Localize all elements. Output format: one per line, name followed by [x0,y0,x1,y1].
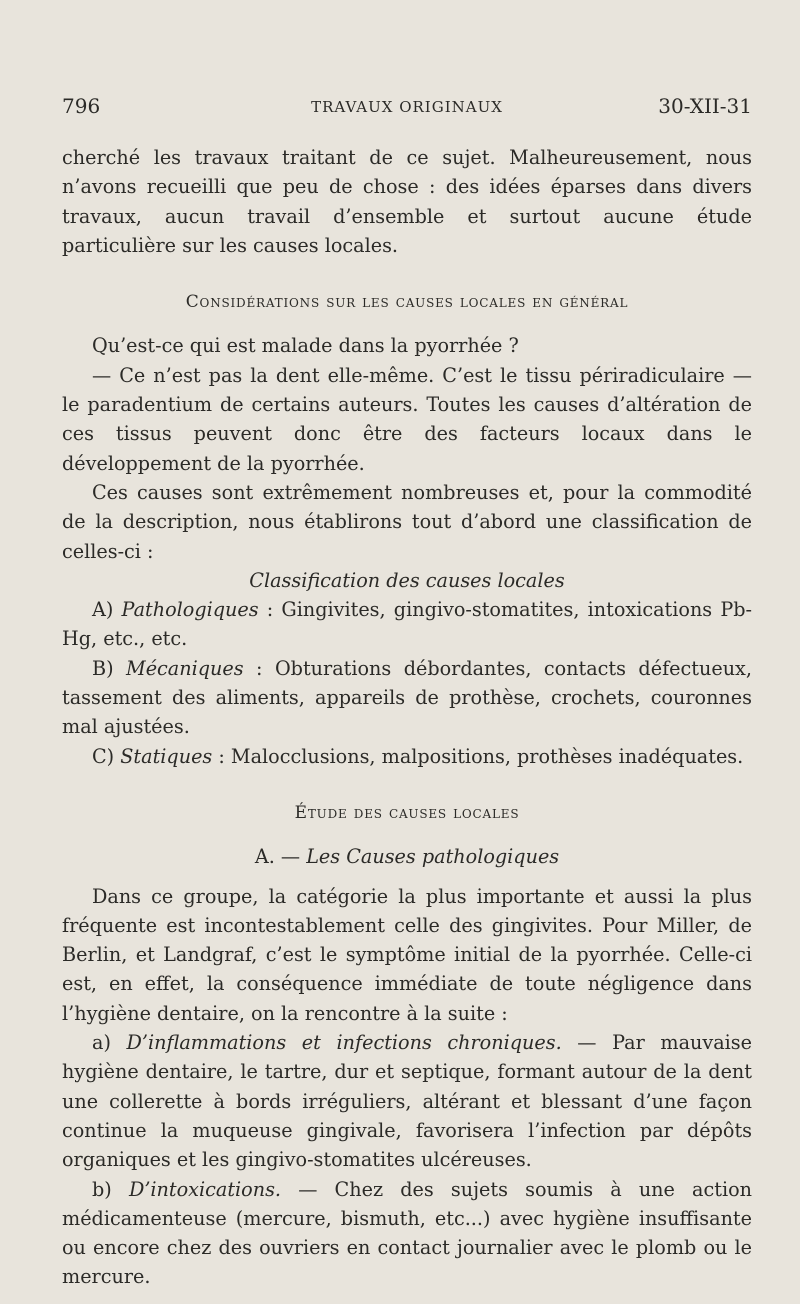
subsection-label: Les Causes pathologiques [306,845,560,869]
item-c-label: Statiques [120,744,213,768]
section-heading-study: Étude des causes locales [294,802,520,823]
running-title: TRAVAUX ORIGINAUX [311,98,503,116]
paragraph-classification-intro: Ces causes sont extrêmement nombreuses et, pour la commodité de la description, nous établirons tout d’abord une classification de celles-ci : [62,480,752,563]
item-a-lower-text: — Par mauvaise hygiène dentaire, le tartre, dur et septique, formant autour de la dent une collerette à bords irréguliers, altérant et blessant d’une façon continue la muqueuse gingivale, favorisera l’infection par dépôts organiques et les gingivo-stomatites ulcéreuses. [62,1031,752,1172]
subsection-heading [62,842,752,871]
classification-title: Classification des causes locales [249,568,565,592]
item-c-text: : Malocclusions, malpositions, prothèses inadéquates. [212,744,744,768]
paragraph-question: Qu’est-ce qui est malade dans la pyorrhée ? [92,334,519,358]
paragraph-intro: cherché les travaux traitant de ce sujet. Malheureusement, nous n’avons recueilli que peu de chose : des idées éparses dans divers travaux, aucun travail d’ensemble et surtout aucune étude particulière sur les causes locales. [62,146,752,257]
page-body [62,143,752,1292]
subsection-prefix: A. — [254,845,307,869]
issue-date: 30-XII-31 [658,94,752,118]
item-a-lower-prefix: a) [92,1031,127,1055]
item-a-label: Pathologiques [121,598,259,622]
item-b-text: : Obturations débordantes, contacts défectueux, tassement des aliments, appareils de prothèse, crochets, couronnes mal ajustées. [62,656,752,739]
classification-item-c [62,742,752,771]
item-a-lower-label: D’inflammations et infections chroniques. [126,1031,562,1055]
item-c-prefix: C) [92,744,115,768]
item-b-lower-label: D’intoxications. [128,1177,282,1201]
running-header [62,94,752,124]
section-heading-general: Considérations sur les causes locales en général [185,292,629,313]
paragraph-item-b [62,1175,752,1292]
item-b-prefix: B) [92,656,114,680]
page-number: 796 [62,94,101,118]
item-b-label: Mécaniques [126,656,244,680]
paragraph-item-a [62,1028,752,1174]
item-a-prefix: A) [92,598,114,622]
item-b-lower-prefix: b) [92,1177,129,1201]
classification-item-b [62,654,752,742]
paragraph-answer: — Ce n’est pas la dent elle-même. C’est le tissu périradiculaire — le paradentium de certains auteurs. Toutes les causes d’altération de ces tissus peuvent donc être des facteurs locaux dans le développement de la pyorrhée. [62,363,752,475]
classification-item-a [62,595,752,654]
paragraph-gingivites: Dans ce groupe, la catégorie la plus importante et aussi la plus fréquente est incontestablement celle des gingivites. Pour Miller, de Berlin, et Landgraf, c’est le symptôme initial de la pyorrhée. Celle-ci est, en effet, la conséquence immédiate de toute négligence dans l’hygiène dentaire, on la rencontre à la suite : [62,884,752,1025]
item-b-lower-text: — Chez des sujets soumis à une action médicamenteuse (mercure, bismuth, etc...) avec hygiène insuffisante ou encore chez des ouvriers en contact journalier avec le plomb ou le mercure. [62,1177,752,1289]
item-a-text: : Gingivites, gingivo-stomatites, intoxications Pb-Hg, etc., etc. [62,598,752,651]
